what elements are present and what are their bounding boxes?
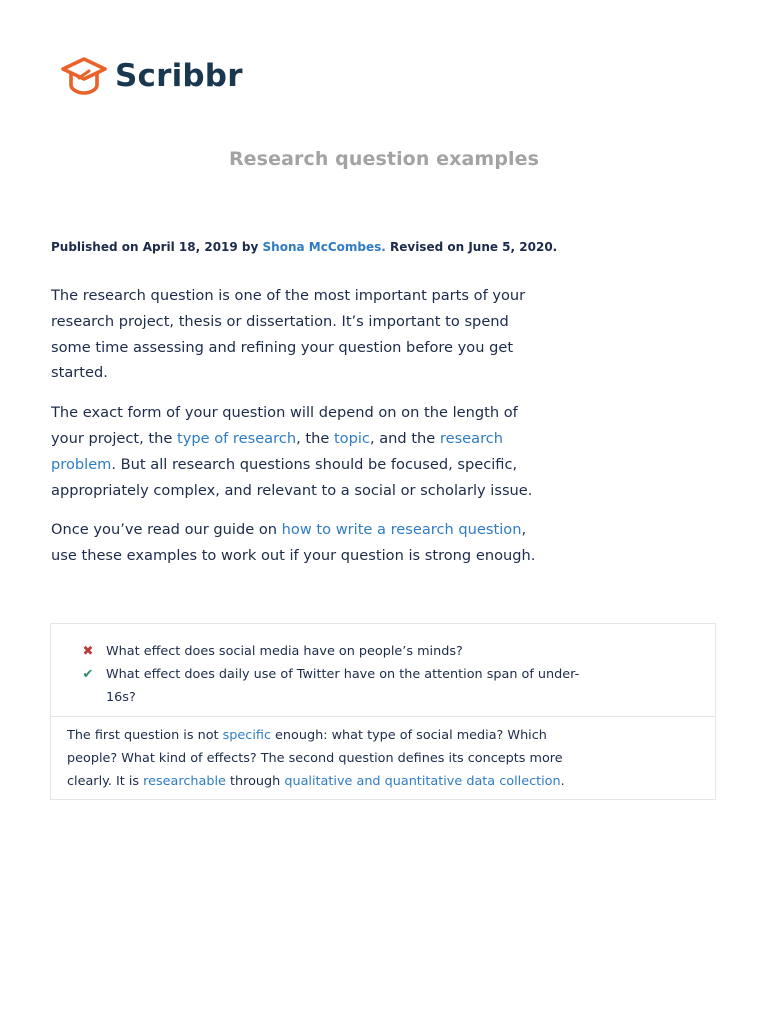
text-span: , the xyxy=(296,429,334,447)
text-span: , and the xyxy=(369,429,440,447)
research-problem-link[interactable]: research problem xyxy=(51,429,504,473)
logo-wordmark: Scribbr xyxy=(115,58,243,94)
example-explanation xyxy=(67,724,567,793)
how-to-write-link[interactable]: how to write a research question xyxy=(281,521,522,539)
example-questions xyxy=(81,640,581,709)
page-title: Research question examples xyxy=(228,148,540,170)
text-span: enough: what type of social media? Which people? What kind of effects? The second question defines its concepts more clearly. It is xyxy=(67,728,563,789)
text-span: . xyxy=(560,774,565,789)
graduation-cap-icon xyxy=(59,56,109,96)
cross-icon: ✖ xyxy=(82,644,94,659)
guide-paragraph xyxy=(51,517,541,569)
intro-paragraph: The research question is one of the most important parts of your research project, thesis or dissertation. It’s important to spend some time assessing and refining your question before you get started. xyxy=(51,287,526,382)
scribbr-logo[interactable] xyxy=(59,56,243,96)
divider xyxy=(51,716,715,717)
author-link[interactable]: Shona McCombes. xyxy=(262,240,386,254)
researchable-link[interactable]: researchable xyxy=(143,774,226,789)
checkmark-icon: ✔ xyxy=(82,667,94,682)
text-span: , use these examples to work out if your question is strong enough. xyxy=(51,521,536,565)
article-body xyxy=(51,283,541,583)
text-span: Once you’ve read our guide on xyxy=(51,521,282,539)
topic-link[interactable]: topic xyxy=(333,429,370,447)
good-question-row xyxy=(81,663,581,709)
data-collection-link[interactable]: qualitative and quantitative data collection xyxy=(284,774,561,789)
byline xyxy=(51,240,651,254)
specific-link[interactable]: specific xyxy=(222,728,271,743)
text-span: The exact form of your question will depend on on the length of your project, the xyxy=(51,404,518,447)
text-span: The first question is not xyxy=(67,728,223,743)
revised-date: Revised on June 5, 2020. xyxy=(385,240,558,254)
published-date: Published on April 18, 2019 by xyxy=(51,240,263,254)
text-span: . But all research questions should be focused, specific, appropriately complex, and relevant to a social or scholarly issue. xyxy=(51,455,533,499)
type-of-research-link[interactable]: type of research xyxy=(176,429,297,447)
form-paragraph xyxy=(51,400,541,503)
bad-question-row xyxy=(81,640,581,663)
good-question-text: What effect does daily use of Twitter have on the attention span of under-16s? xyxy=(106,667,580,705)
text-span: through xyxy=(225,774,285,789)
bad-question-text: What effect does social media have on people’s minds? xyxy=(106,644,463,659)
example-box xyxy=(50,623,716,800)
